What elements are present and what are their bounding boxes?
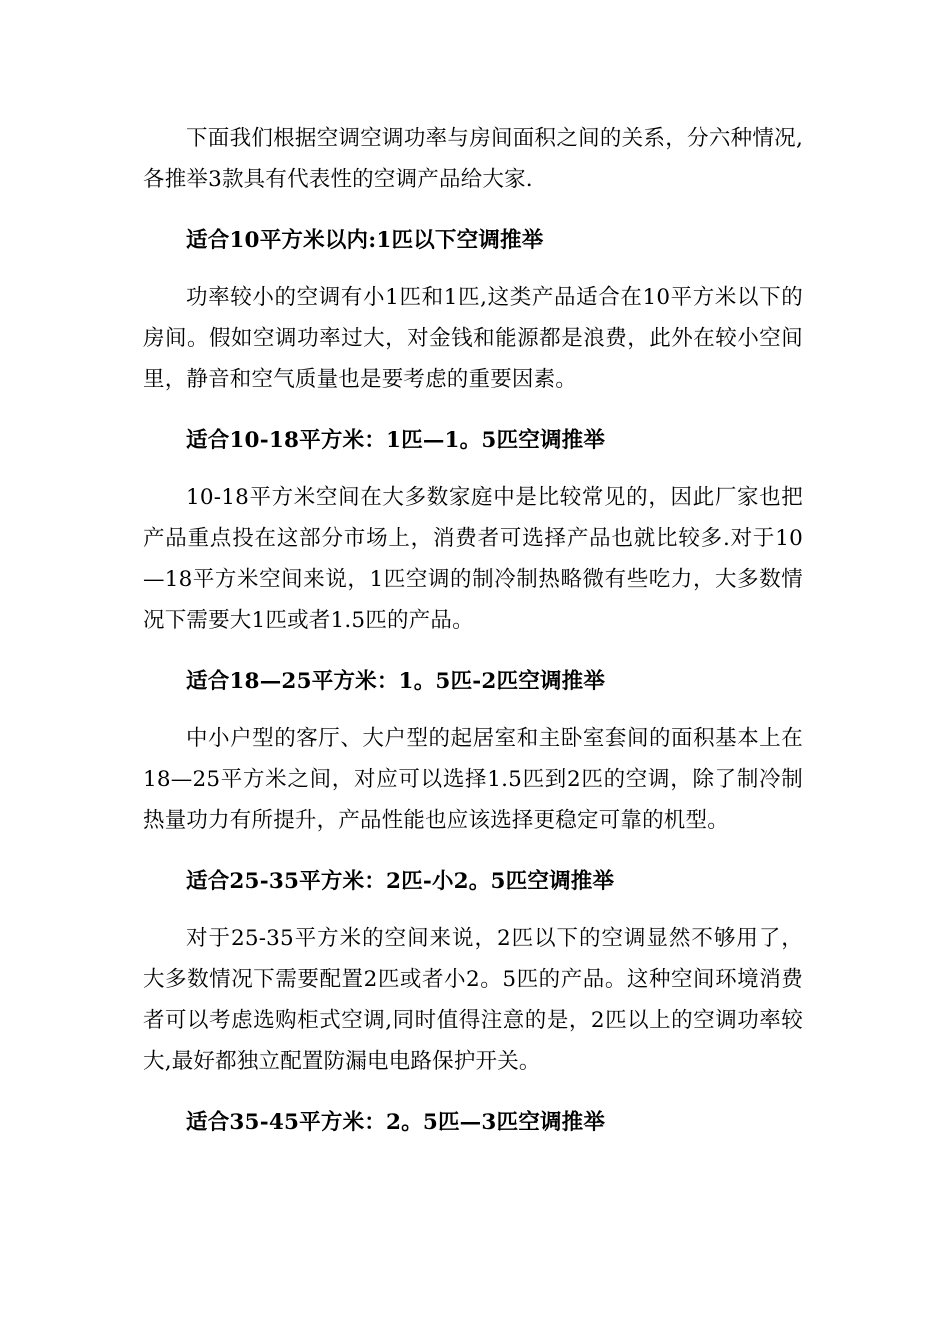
- paragraph-under-10sqm: 功率较小的空调有小1匹和1匹,这类产品适合在10平方米以下的房间。假如空调功率过大，对金钱和能源都是浪费，此外在较小空间里，静音和空气质量也是要考虑的重要因素。: [143, 285, 803, 392]
- section-heading-18-25sqm: 适合18—25平方米：1。5匹-2匹空调推举: [186, 669, 606, 694]
- paragraph-25-35sqm: 对于25-35平方米的空间来说，2匹以下的空调显然不够用了，大多数情况下需要配置2匹或者小2。5匹的产品。这种空间环境消费者可以考虑选购柜式空调,同时值得注意的是，2匹以上的空调功率较大,最好都独立配置防漏电电路保护开关。: [143, 926, 803, 1074]
- intro-paragraph: 下面我们根据空调空调功率与房间面积之间的关系，分六种情况,各推举3款具有代表性的空调产品给大家.: [143, 126, 803, 192]
- section-heading-under-10sqm: 适合10平方米以内:1匹以下空调推举: [186, 228, 544, 253]
- section-heading-10-18sqm: 适合10-18平方米：1匹—1。5匹空调推举: [186, 428, 606, 453]
- paragraph-18-25sqm: 中小户型的客厅、大户型的起居室和主卧室套间的面积基本上在18—25平方米之间，对应可以选择1.5匹到2匹的空调，除了制冷制热量功力有所提升，产品性能也应该选择更稳定可靠的机型。: [143, 726, 803, 833]
- section-heading-25-35sqm: 适合25-35平方米：2匹-小2。5匹空调推举: [186, 869, 615, 894]
- paragraph-10-18sqm: 10-18平方米空间在大多数家庭中是比较常见的，因此厂家也把产品重点投在这部分市场上，消费者可选择产品也就比较多.对于10—18平方米空间来说，1匹空调的制冷制热略微有些吃力，大多数情况下需要大1匹或者1.5匹的产品。: [143, 485, 803, 633]
- document-body: [143, 118, 803, 1143]
- section-heading-35-45sqm: 适合35-45平方米：2。5匹—3匹空调推举: [186, 1110, 606, 1135]
